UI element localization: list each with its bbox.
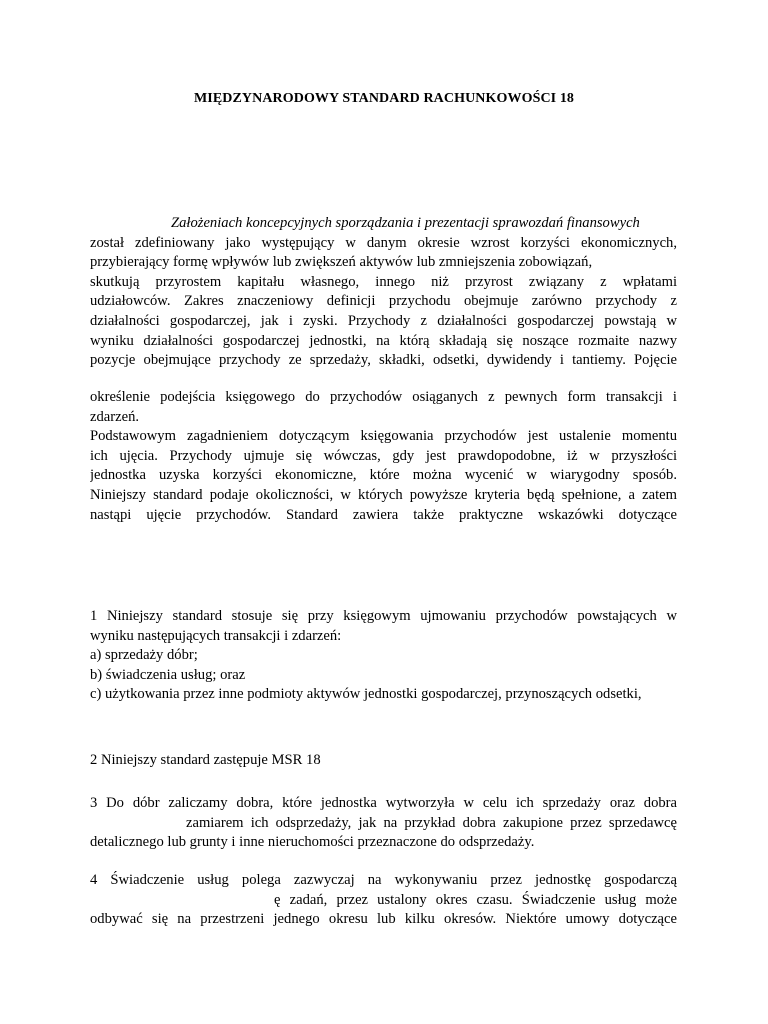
intro-line-1: Założeniach koncepcyjnych sporządzania i prezentacji sprawozdań finansowych xyxy=(171,215,640,231)
section-1-item-b: b) świadczenia usług; oraz xyxy=(90,666,246,683)
section-3-line-3: detalicznego lub grunty i inne nieruchomości przeznaczone do odsprzedaży. xyxy=(90,834,535,851)
section-2-line-1: 2 Niniejszy standard zastępuje MSR 18 xyxy=(90,752,321,768)
scope-line-1: określenie podejścia księgowego do przychodów osiąganych z pewnych form transakcji i xyxy=(90,389,677,405)
section-4-line-3: odbywać się na przestrzeni jednego okresu lub kilku okresów. Niektóre umowy dotyczące xyxy=(90,911,677,928)
scope-line-3: Podstawowym zagadnieniem dotyczącym księgowania przychodów jest ustalenie momentu xyxy=(90,428,677,445)
intro-line-2: został zdefiniowany jako występujący w danym okresie wzrost korzyści ekonomicznych, xyxy=(90,234,677,251)
scope-paragraph xyxy=(90,388,677,525)
section-1-line-1: 1 Niniejszy standard stosuje się przy księgowym ujmowaniu przychodów powstających w xyxy=(90,608,677,624)
intro-line-7: wyniku działalności gospodarczej jednostki, na którą składają się noszące rozmaite nazwy xyxy=(90,332,677,349)
scope-line-6: Niniejszy standard podaje okoliczności, w których powyższe kryteria będą spełnione, a zatem xyxy=(90,486,677,503)
section-2 xyxy=(90,751,677,771)
scope-line-7: nastąpi ujęcie przychodów. Standard zawiera także praktyczne wskazówki dotyczące xyxy=(90,506,677,523)
section-4 xyxy=(90,871,677,930)
section-3-line-2: zamiarem ich odsprzedaży, jak na przykład dobra zakupione przez sprzedawcę xyxy=(186,814,677,831)
scope-line-4: ich ujęcia. Przychody ujmuje się wówczas, gdy jest prawdopodobne, iż w przyszłości xyxy=(90,447,677,464)
section-4-line-1: 4 Świadczenie usług polega zazwyczaj na wykonywaniu przez jednostkę gospodarczą xyxy=(90,872,677,888)
intro-paragraph xyxy=(90,214,677,371)
section-3 xyxy=(90,794,677,853)
section-4-line-2: ę zadań, przez ustalony okres czasu. Świadczenie usług może xyxy=(274,891,677,908)
section-1-item-c: c) użytkowania przez inne podmioty aktywów jednostki gospodarczej, przynoszących odsetki, xyxy=(90,686,642,703)
section-1 xyxy=(90,607,677,705)
section-1-line-2: wyniku następujących transakcji i zdarzeń: xyxy=(90,627,342,644)
document-title: MIĘDZYNARODOWY STANDARD RACHUNKOWOŚCI 18 xyxy=(193,91,575,106)
section-1-item-a: a) sprzedaży dóbr; xyxy=(90,647,198,664)
intro-line-4: skutkują przyrostem kapitału własnego, innego niż przyrost związany z wpłatami xyxy=(90,273,677,290)
intro-line-3: przybierający formę wpływów lub zwiększeń aktywów lub zmniejszenia zobowiązań, xyxy=(90,254,593,271)
intro-line-8: pozycje obejmujące przychody ze sprzedaży, składki, odsetki, dywidendy i tantiemy. Pojęcie xyxy=(90,352,677,369)
section-3-line-1: 3 Do dóbr zaliczamy dobra, które jednostka wytworzyła w celu ich sprzedaży oraz dobra xyxy=(90,795,677,811)
intro-line-5: udziałowców. Zakres znaczeniowy definicji przychodu obejmuje zarówno przychody z xyxy=(90,293,677,310)
scope-line-5: jednostka uzyska korzyści ekonomiczne, które można wycenić w wiarygodny sposób. xyxy=(90,467,677,484)
scope-line-2: zdarzeń. xyxy=(90,408,140,425)
intro-line-6: działalności gospodarczej, jak i zyski. Przychody z działalności gospodarczej powstają w xyxy=(90,312,677,329)
